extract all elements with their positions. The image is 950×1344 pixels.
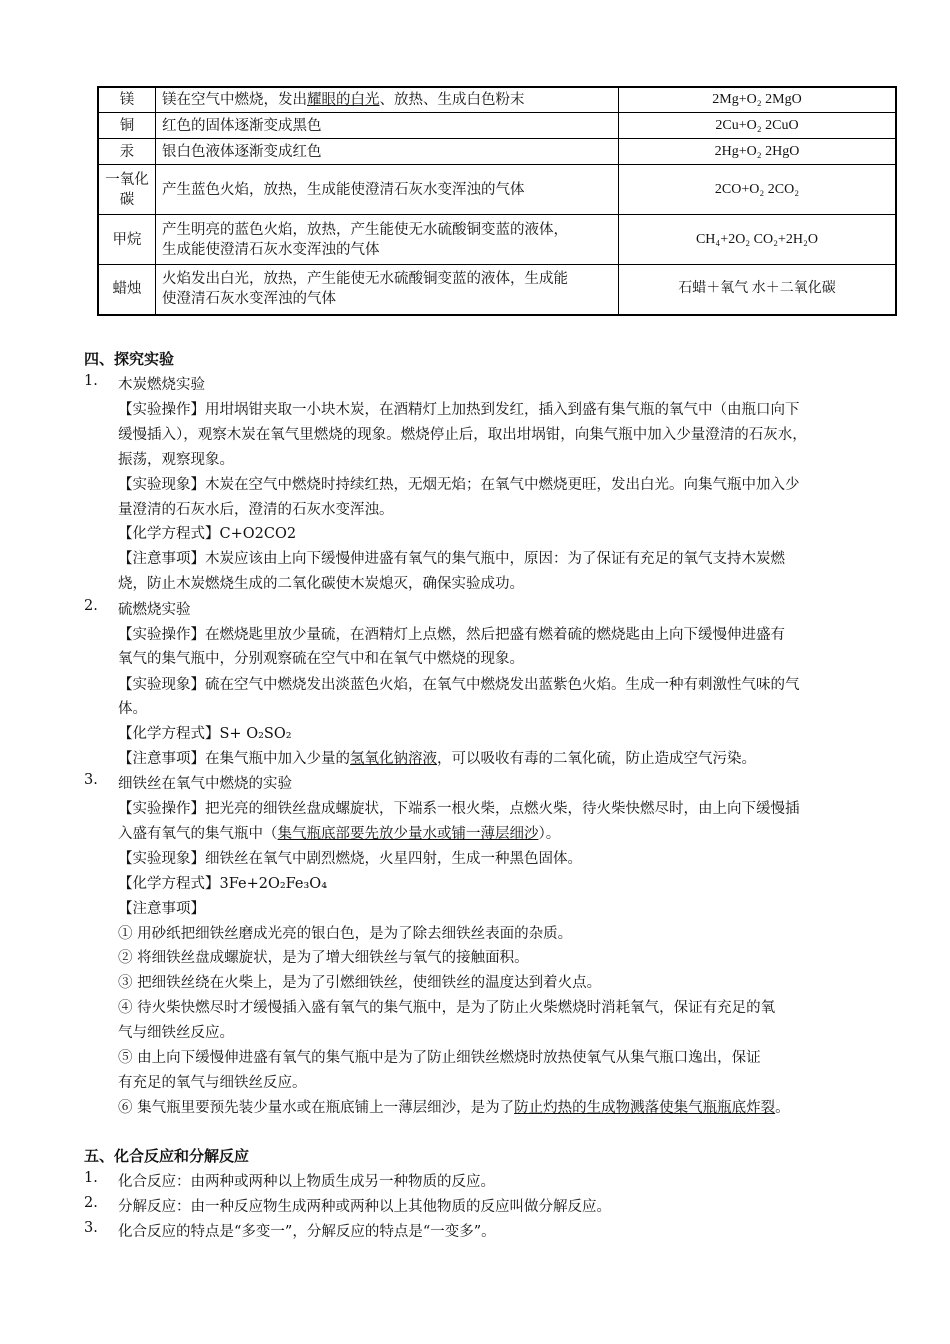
table-row: [98, 139, 896, 165]
item-number: 2.: [84, 1195, 98, 1211]
phenomenon-cell: 红色的固体逐渐变成黑色: [156, 113, 619, 139]
text-line: 【实验操作】用坩埚钳夹取一小块木炭，在酒精灯上加热到发红，插入到盛有集气瓶的氧气中（由瓶口向下: [118, 402, 800, 418]
note-item: [118, 1096, 790, 1117]
text: 【注意事项】在集气瓶中加入少量的: [118, 751, 350, 767]
text: 入盛有氧气的集气瓶中（: [118, 826, 278, 842]
substance-cell: 铜: [98, 113, 156, 139]
text-line: 【注意事项】: [118, 901, 205, 917]
equation-line: 【化学方程式】S+ O₂SO₂: [118, 726, 292, 742]
note-item: 有充足的氧气与细铁丝反应。: [118, 1075, 307, 1091]
table-row: [98, 165, 896, 215]
text: ）。: [538, 826, 561, 842]
section-heading: 四、探究实验: [84, 350, 175, 368]
text: 一氧化: [105, 171, 149, 188]
equation-cell: 2Hg+O₂ 2HgO: [619, 139, 897, 165]
table-row: [98, 113, 896, 139]
underlined-text: 氢氧化钠溶液: [350, 751, 437, 767]
text-line: [118, 747, 756, 768]
text-line: 【实验操作】在燃烧匙里放少量硫，在酒精灯上点燃，然后把盛有燃着硫的燃烧匙由上向下缓慢伸进盛有: [118, 627, 785, 643]
definition-line: 化合反应：由两种或两种以上物质生成另一种物质的反应。: [118, 1174, 495, 1190]
definition-line: 化合反应的特点是“多变一”，分解反应的特点是“一变多”。: [118, 1224, 496, 1240]
table-row: [98, 265, 896, 315]
text: 火焰发出白光，放热，产生能使无水硫酸铜变蓝的液体，生成能: [162, 271, 568, 288]
substance-cell: 镁: [98, 87, 156, 113]
substance-cell: 甲烷: [98, 215, 156, 265]
text: ，可以吸收有毒的二氧化硫，防止造成空气污染。: [437, 751, 756, 767]
substance-cell: 蜡烛: [98, 265, 156, 315]
experiment-title: 硫燃烧实验: [118, 602, 191, 618]
text-line: 【注意事项】木炭应该由上向下缓慢伸进盛有氧气的集气瓶中，原因：为了保证有充足的氧气支持木炭燃: [118, 551, 785, 567]
note-item: ⑤ 由上向下缓慢伸进盛有氧气的集气瓶中是为了防止细铁丝燃烧时放热使氧气从集气瓶口逸出，保证: [118, 1050, 761, 1066]
text: 碳: [119, 191, 135, 208]
experiment-title: 细铁丝在氧气中燃烧的实验: [118, 776, 292, 792]
text-line: 缓慢插入），观察木炭在氧气里燃烧的现象。燃烧停止后，取出坩埚钳，向集气瓶中加入少量澄清的石灰水，: [118, 427, 807, 443]
equation-cell: 石蜡＋氧气 水＋二氧化碳: [619, 265, 897, 315]
text: 使澄清石灰水变浑浊的气体: [162, 291, 336, 308]
note-item: ② 将细铁丝盘成螺旋状，是为了增大细铁丝与氧气的接触面积。: [118, 950, 529, 966]
text-line: 烧，防止木炭燃烧生成的二氧化碳使木炭熄灭，确保实验成功。: [118, 576, 524, 592]
text-line: [118, 822, 560, 843]
text-line: 【实验现象】木炭在空气中燃烧时持续红热，无烟无焰；在氧气中燃烧更旺，发出白光。向集气瓶中加入少: [118, 477, 800, 493]
experiment-title: 木炭燃烧实验: [118, 377, 205, 393]
equation-cell: 2Cu+O₂ 2CuO: [619, 113, 897, 139]
text-line: 【实验现象】细铁丝在氧气中剧烈燃烧，火星四射，生成一种黑色固体。: [118, 851, 582, 867]
text: 镁在空气中燃烧，发出: [162, 92, 307, 108]
note-item: ① 用砂纸把细铁丝磨成光亮的银白色，是为了除去细铁丝表面的杂质。: [118, 926, 573, 942]
equation-line: 【化学方程式】C+O2CO2: [118, 526, 297, 542]
item-number: 2.: [84, 598, 98, 614]
definition-line: 分解反应：由一种反应物生成两种或两种以上其他物质的反应叫做分解反应。: [118, 1199, 611, 1215]
text: 生成能使澄清石灰水变浑浊的气体: [162, 241, 380, 258]
table-row: [98, 215, 896, 265]
note-item: 气与细铁丝反应。: [118, 1025, 234, 1041]
substance-cell: [98, 165, 156, 215]
underlined-text: 防止灼热的生成物溅落使集气瓶瓶底炸裂: [514, 1100, 776, 1116]
text: 产生明亮的蓝色火焰，放热，产生能使无水硫酸铜变蓝的液体，: [162, 221, 568, 238]
item-number: 3.: [84, 772, 98, 788]
table-row: [98, 87, 896, 113]
item-number: 1.: [84, 1170, 98, 1186]
equation-cell: 2CO+O₂ 2CO₂: [619, 165, 897, 215]
text-line: 体。: [118, 701, 147, 717]
note-item: ③ 把细铁丝绕在火柴上，是为了引燃细铁丝，使细铁丝的温度达到着火点。: [118, 975, 602, 991]
text-line: 量澄清的石灰水后，澄清的石灰水变浑浊。: [118, 502, 394, 518]
text-line: 氧气的集气瓶中，分别观察硫在空气中和在氧气中燃烧的现象。: [118, 651, 524, 667]
item-number: 1.: [84, 373, 98, 389]
text: 、放热、生成白色粉末: [379, 92, 525, 108]
text-line: 【实验操作】把光亮的细铁丝盘成螺旋状，下端系一根火柴，点燃火柴，待火柴快燃尽时，由上向下缓慢插: [118, 801, 800, 817]
text-line: 【实验现象】硫在空气中燃烧发出淡蓝色火焰，在氧气中燃烧发出蓝紫色火焰。生成一种有刺激性气味的气: [118, 677, 800, 693]
phenomenon-cell: [156, 215, 619, 265]
text: ⑥ 集气瓶里要预先装少量水或在瓶底铺上一薄层细沙，是为了: [118, 1100, 515, 1116]
note-item: ④ 待火柴快燃尽时才缓慢插入盛有氧气的集气瓶中，是为了防止火柴燃烧时消耗氧气，保证有充足的氧: [118, 1000, 776, 1016]
phenomenon-cell: [156, 265, 619, 315]
underlined-text: 耀眼的白光: [307, 92, 380, 108]
section-heading: 五、化合反应和分解反应: [84, 1147, 250, 1165]
equation-cell: 2Mg+O₂ 2MgO: [619, 87, 897, 113]
underlined-text: 集气瓶底部要先放少量水或铺一薄层细沙: [277, 826, 539, 842]
phenomenon-cell: 产生蓝色火焰，放热，生成能使澄清石灰水变浑浊的气体: [156, 165, 619, 215]
phenomenon-cell: [156, 87, 619, 113]
text-line: 振荡，观察现象。: [118, 452, 234, 468]
item-number: 3.: [84, 1220, 98, 1236]
substance-cell: 汞: [98, 139, 156, 165]
text: 。: [775, 1100, 790, 1116]
equation-line: 【化学方程式】3Fe+2O₂Fe₃O₄: [118, 876, 328, 892]
phenomenon-cell: 银白色液体逐渐变成红色: [156, 139, 619, 165]
reaction-table: [97, 86, 897, 316]
equation-cell: CH₄+2O₂ CO₂+2H₂O: [619, 215, 897, 265]
